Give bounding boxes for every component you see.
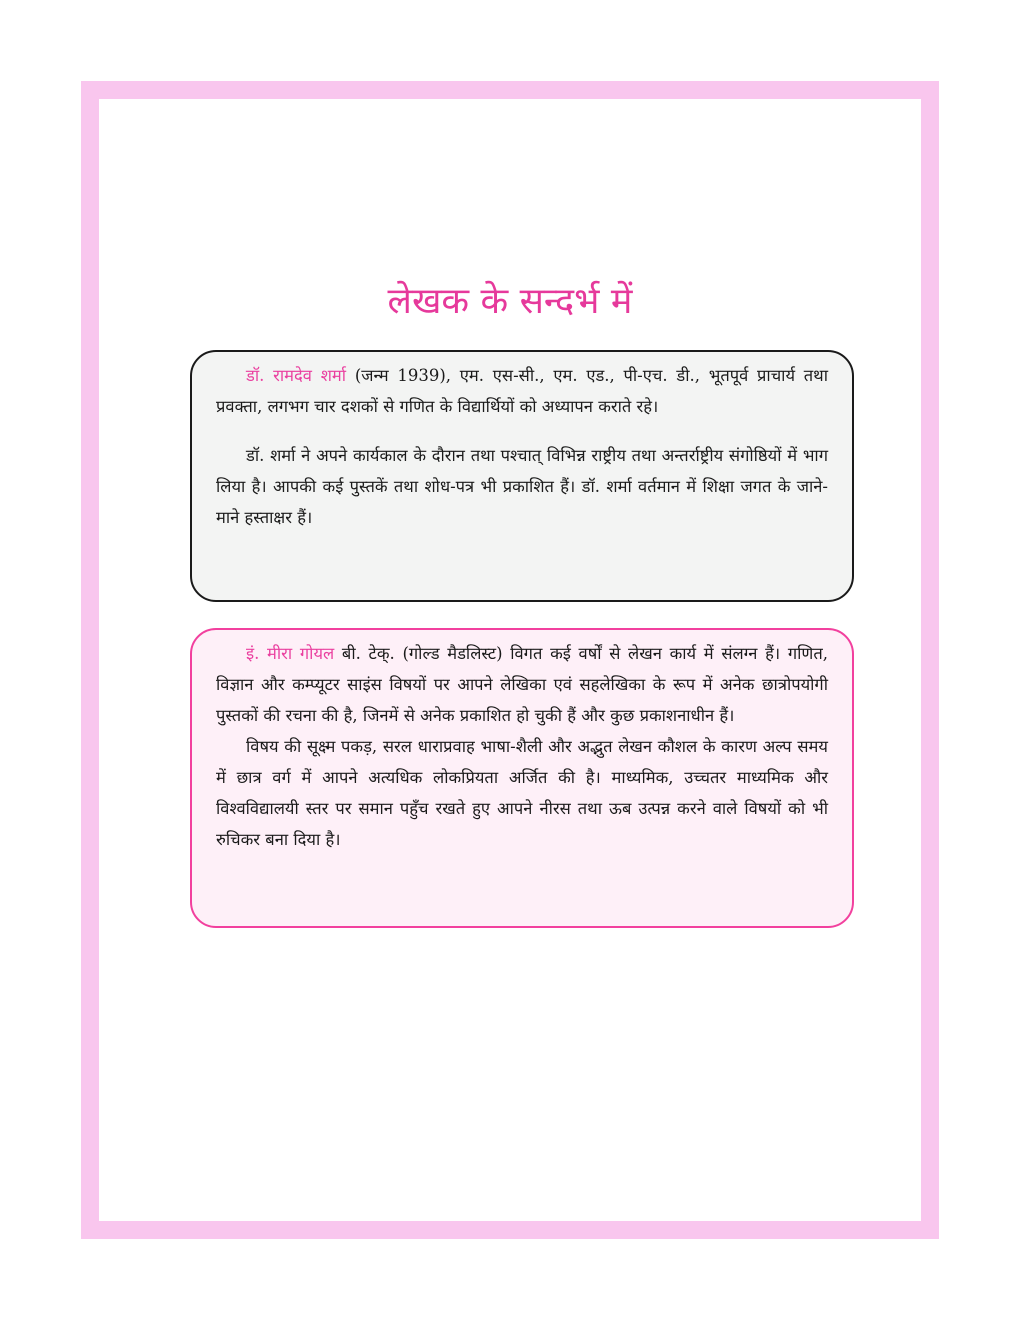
author-bio-card-sharma bbox=[190, 350, 854, 602]
author2-paragraph-1-text: बी. टेक्. (गोल्ड मैडलिस्ट) विगत कई वर्षों से लेखन कार्य में संलग्न हैं। गणित, विज्ञान और कम्प्यूटर साइंस विषयों पर आपने लेखिका एवं सहलेखिका के रूप में अनेक छात्रोपयोगी पुस्तकों की रचना की है, जिनमें से अनेक प्रकाशित हो चुकी हैं और कुछ प्रकाशनाधीन हैं। bbox=[216, 644, 829, 725]
author2-paragraph-1 bbox=[216, 638, 828, 731]
author2-paragraph-2: विषय की सूक्ष्म पकड़, सरल धाराप्रवाह भाषा-शैली और अद्भुत लेखन कौशल के कारण अल्प समय में छात्र वर्ग में आपने अत्यधिक लोकप्रियता अर्जित की है। माध्यमिक, उच्चतर माध्यमिक और विश्वविद्यालयी स्तर पर समान पहुँच रखते हुए आपने नीरस तथा ऊब उत्पन्न करने वाले विषयों को भी रुचिकर बना दिया है। bbox=[216, 737, 828, 849]
author1-paragraph-1-text: (जन्म 1939), एम. एस-सी., एम. एड., पी-एच. डी., भूतपूर्व प्राचार्य तथा प्रवक्ता, लगभग चार दशकों से गणित के विद्यार्थियों को अध्यापन कराते रहे। bbox=[216, 366, 828, 416]
author2-name: इं. मीरा गोयल bbox=[246, 644, 335, 663]
author1-paragraph-2: डॉ. शर्मा ने अपने कार्यकाल के दौरान तथा पश्चात् विभिन्न राष्ट्रीय तथा अन्तर्राष्ट्रीय संगोष्ठियों में भाग लिया है। आपकी कई पुस्तकें तथा शोध-पत्र भी प्रकाशित हैं। डॉ. शर्मा वर्तमान में शिक्षा जगत के जाने-माने हस्ताक्षर हैं। bbox=[216, 446, 828, 527]
author1-name: डॉ. रामदेव शर्मा bbox=[246, 366, 347, 385]
author1-paragraph-1 bbox=[216, 360, 828, 422]
author-bio-card-goyal bbox=[190, 628, 854, 928]
page-title: लेखक के सन्दर्भ में bbox=[387, 281, 633, 322]
